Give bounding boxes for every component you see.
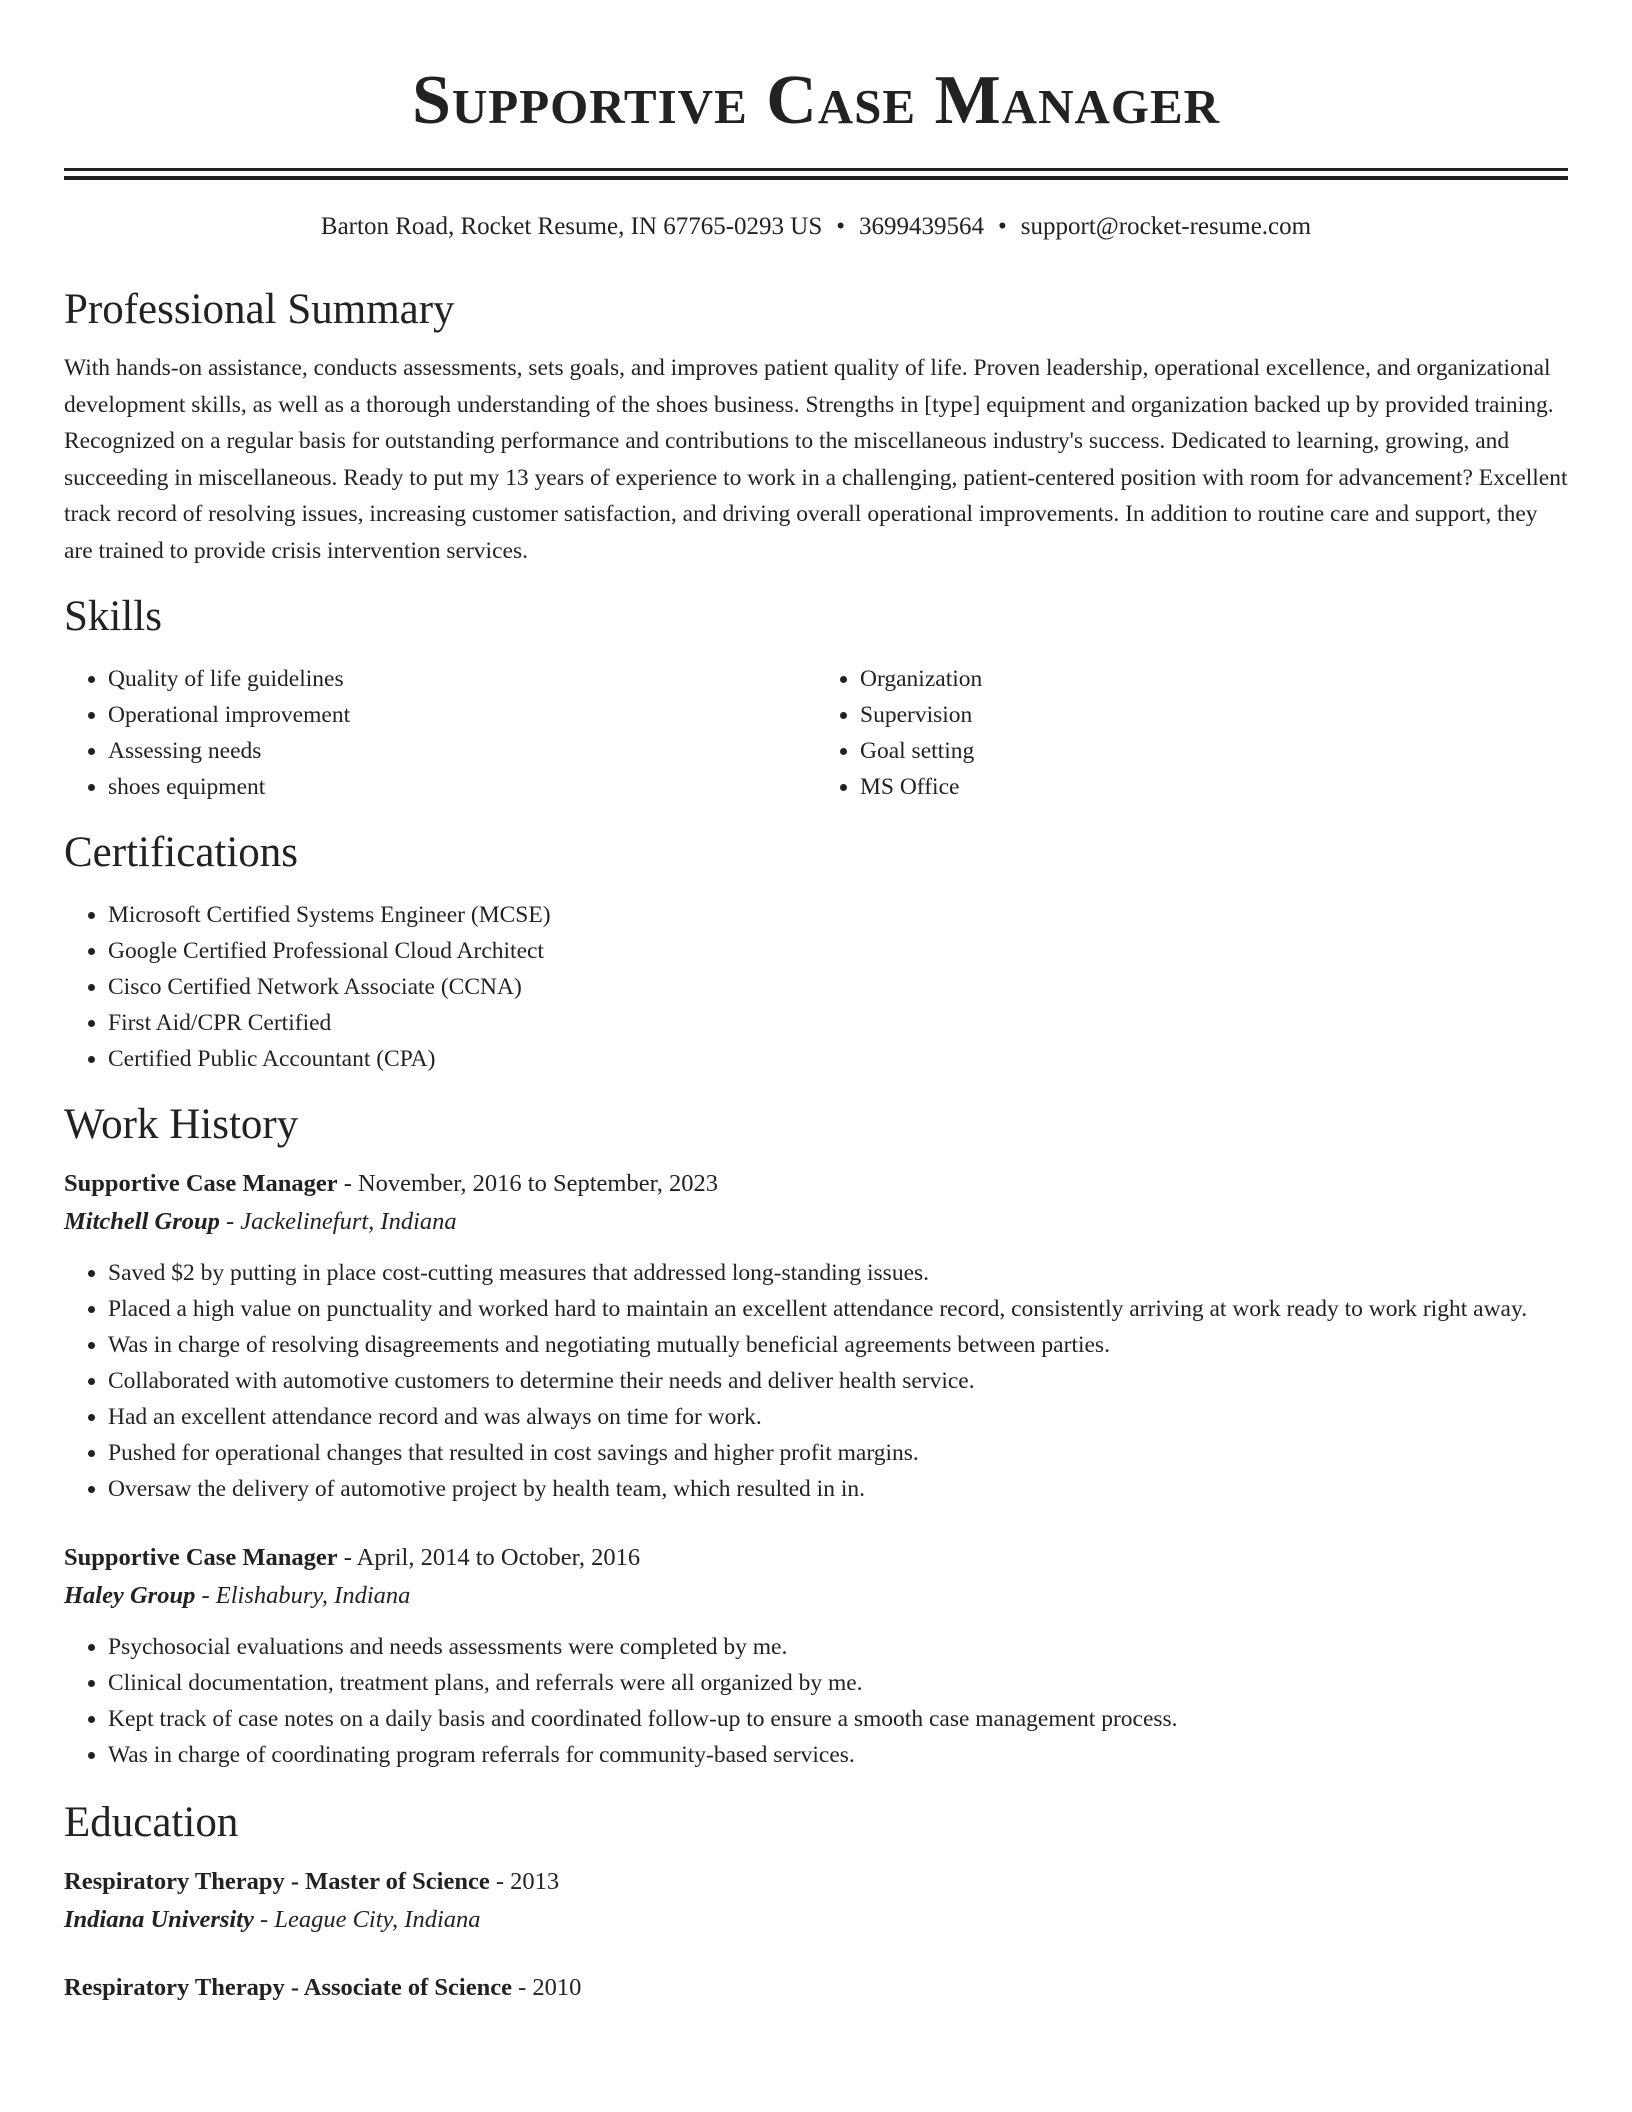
education-school-line	[64, 1901, 1568, 1939]
skills-list	[64, 661, 1568, 805]
job-company-line	[64, 1577, 1568, 1615]
certifications-list	[64, 897, 1568, 1077]
skill-item: • Assessing needs	[108, 733, 816, 769]
job-bullet: • Oversaw the delivery of automotive project by health team, which resulted in in.	[108, 1471, 1568, 1507]
job-bullet: • Was in charge of coordinating program referrals for community-based services.	[108, 1737, 1568, 1773]
education-school: Indiana University	[64, 1906, 254, 1933]
job-role: Supportive Case Manager	[64, 1544, 338, 1571]
certification-item: • Certified Public Accountant (CPA)	[108, 1041, 1568, 1077]
job-bullet: • Placed a high value on punctuality and worked hard to maintain an excellent attendance record, consistently arriving at work ready to work right away.	[108, 1291, 1568, 1327]
contact-separator: •	[998, 213, 1007, 240]
skills-heading: Skills	[64, 593, 162, 640]
certification-item: • Google Certified Professional Cloud Architect	[108, 933, 1568, 969]
resume-name: Supportive Case Manager	[411, 62, 1221, 139]
education-degree-line	[64, 1863, 1568, 1901]
certification-item: • Microsoft Certified Systems Engineer (MCSE)	[108, 897, 1568, 933]
job-location: - Elishabury, Indiana	[195, 1582, 411, 1609]
skill-item: • shoes equipment	[108, 769, 816, 805]
contact-line	[64, 210, 1568, 244]
certifications-heading: Certifications	[64, 829, 299, 876]
skill-item: • Operational improvement	[108, 697, 816, 733]
job-title-line	[64, 1165, 1568, 1203]
skill-item: • Organization	[860, 661, 1568, 697]
job-bullet: • Saved $2 by putting in place cost-cutting measures that addressed long-standing issues.	[108, 1255, 1568, 1291]
job-entry	[64, 1539, 1568, 1773]
job-bullet: • Pushed for operational changes that resulted in cost savings and higher profit margins.	[108, 1435, 1568, 1471]
job-bullet: • Was in charge of resolving disagreements and negotiating mutually beneficial agreements between parties.	[108, 1327, 1568, 1363]
job-title-line	[64, 1539, 1568, 1577]
skill-item: • Quality of life guidelines	[108, 661, 816, 697]
job-bullets	[64, 1629, 1568, 1773]
job-dates: - April, 2014 to October, 2016	[337, 1544, 641, 1571]
education-entry	[64, 1969, 1568, 2007]
job-bullets	[64, 1255, 1568, 1507]
job-bullet: • Clinical documentation, treatment plans, and referrals were all organized by me.	[108, 1665, 1568, 1701]
job-entry	[64, 1165, 1568, 1507]
job-bullet: • Psychosocial evaluations and needs assessments were completed by me.	[108, 1629, 1568, 1665]
job-dates: - November, 2016 to September, 2023	[337, 1170, 719, 1197]
education-degree: Respiratory Therapy - Master of Science	[64, 1868, 490, 1895]
skills-column-right	[816, 661, 1568, 805]
job-company-line	[64, 1203, 1568, 1241]
education-degree: Respiratory Therapy - Associate of Science	[64, 1974, 512, 2001]
education-degree-line	[64, 1969, 1568, 2007]
job-company: Mitchell Group	[64, 1208, 220, 1235]
education-year: - 2013	[489, 1868, 560, 1895]
education-heading: Education	[64, 1799, 239, 1846]
job-role: Supportive Case Manager	[64, 1170, 338, 1197]
contact-email: support@rocket-resume.com	[1020, 213, 1312, 240]
certification-item: • First Aid/CPR Certified	[108, 1005, 1568, 1041]
skill-item: • MS Office	[860, 769, 1568, 805]
certification-item: • Cisco Certified Network Associate (CCNA)	[108, 969, 1568, 1005]
contact-phone: 3699439564	[859, 213, 985, 240]
education-year: - 2010	[511, 1974, 582, 2001]
job-location: - Jackelinefurt, Indiana	[219, 1208, 457, 1235]
job-company: Haley Group	[64, 1582, 196, 1609]
header-divider	[64, 168, 1568, 180]
summary-heading: Professional Summary	[64, 286, 455, 333]
skills-column-left	[64, 661, 816, 805]
job-bullet: • Collaborated with automotive customers to determine their needs and deliver health service.	[108, 1363, 1568, 1399]
skill-item: • Supervision	[860, 697, 1568, 733]
education-location: - League City, Indiana	[253, 1906, 481, 1933]
contact-address: Barton Road, Rocket Resume, IN 67765-0293 US	[320, 213, 823, 240]
job-bullet: • Kept track of case notes on a daily basis and coordinated follow-up to ensure a smooth case management process.	[108, 1701, 1568, 1737]
work-history-heading: Work History	[64, 1101, 299, 1148]
skill-item: • Goal setting	[860, 733, 1568, 769]
job-bullet: • Had an excellent attendance record and was always on time for work.	[108, 1399, 1568, 1435]
summary-text: With hands-on assistance, conducts assessments, sets goals, and improves patient quality of life. Proven leadership, operational excellence, and organizational development skills, as well as a thorough understanding of the shoes business. Strengths in [type] equipment and organization backed up by provided training. Recognized on a regular basis for outstanding performance and contributions to the miscellaneous industry's success. Dedicated to learning, growing, and succeeding in miscellaneous. Ready to put my 13 years of experience to work in a challenging, patient-centered position with room for advancement? Excellent track record of resolving issues, increasing customer satisfaction, and driving overall operational improvements. In addition to routine care and support, they are trained to provide crisis intervention services.	[64, 355, 1568, 564]
education-entry	[64, 1863, 1568, 1939]
contact-separator: •	[836, 213, 846, 240]
